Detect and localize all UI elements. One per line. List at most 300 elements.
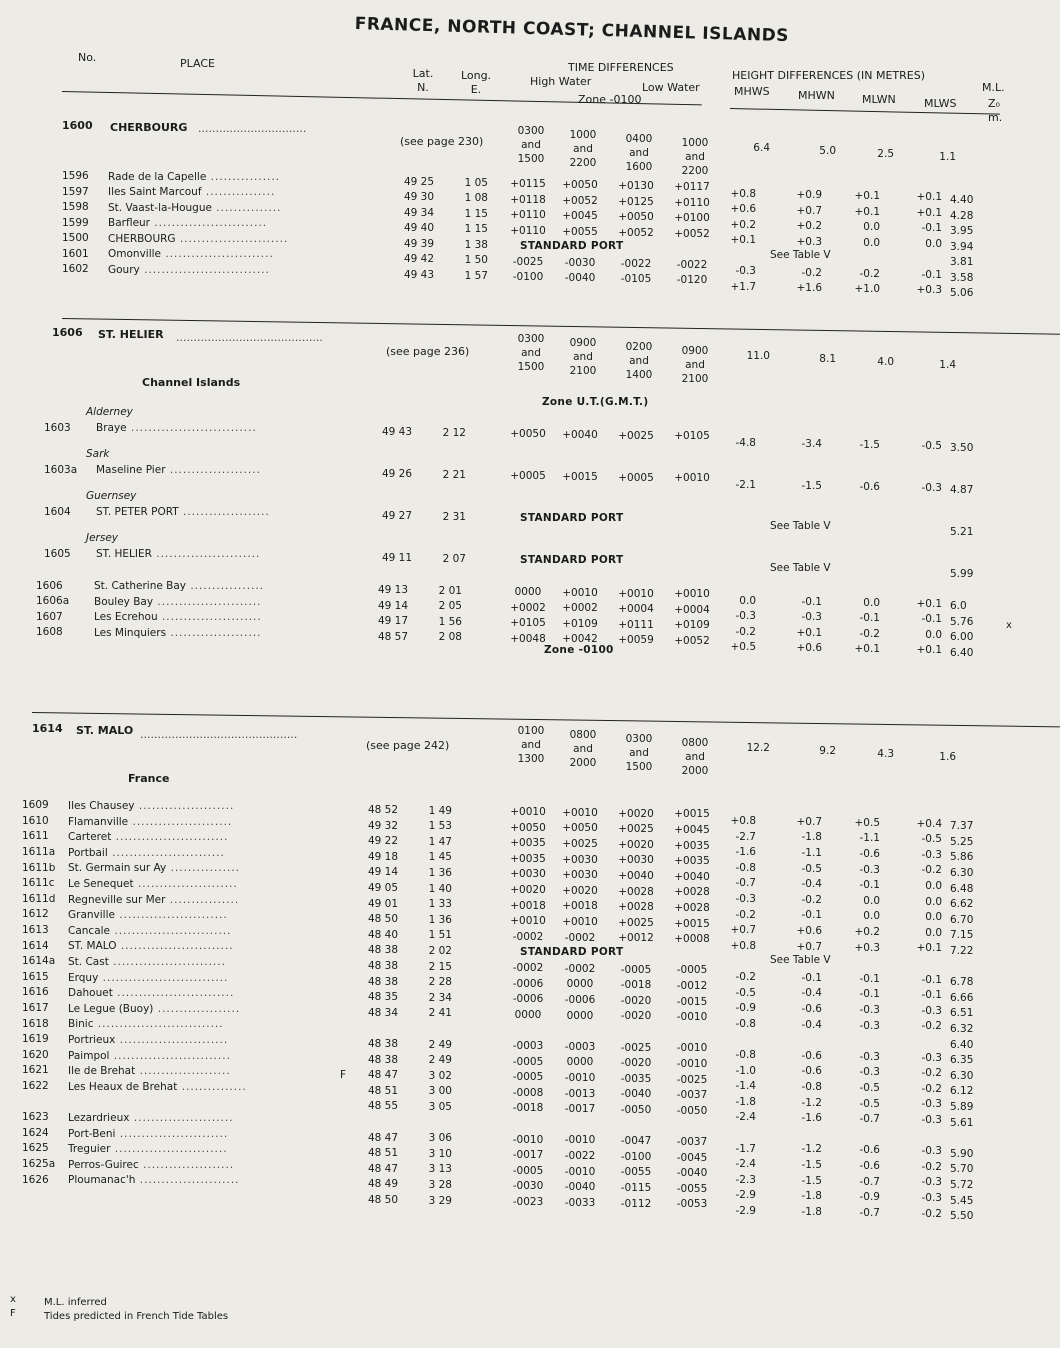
station-place-name: Goury (108, 263, 140, 276)
height-difference: 0.0 (739, 594, 756, 607)
mean-level: 7.15 (950, 929, 974, 942)
height-difference: -1.8 (801, 1190, 822, 1203)
std-time-block (670, 736, 720, 778)
time-difference: -0022 (564, 1149, 596, 1162)
time-difference: -0022 (620, 257, 652, 270)
height-difference: -0.2 (735, 970, 756, 983)
mean-level: 5.89 (950, 1101, 974, 1114)
time-difference: +0025 (618, 916, 654, 929)
mean-level: 5.72 (950, 1179, 974, 1192)
station-number: 1616 (22, 986, 49, 999)
header-low-water: Low Water (642, 81, 700, 94)
time-difference: -0002 (512, 962, 544, 975)
std-height-value: 12.2 (746, 742, 770, 754)
longitude: 2 31 (442, 510, 466, 523)
std-port-see: (see page 230) (400, 135, 484, 148)
station-number: 1612 (22, 908, 49, 921)
height-difference: -0.7 (859, 1175, 880, 1188)
station-place-name: Perros-Guirec (68, 1158, 139, 1171)
station-place-name: Flamanville (68, 815, 129, 828)
height-difference: -0.6 (801, 1049, 822, 1062)
longitude: 2 02 (428, 945, 452, 958)
height-difference: -2.3 (735, 1173, 756, 1186)
header-long: Long. (460, 69, 492, 82)
height-difference: 0.0 (863, 596, 880, 609)
height-difference: -1.5 (801, 1174, 822, 1187)
latitude: 49 26 (381, 468, 412, 481)
height-difference: -0.5 (801, 862, 822, 875)
mean-level: 4.40 (950, 194, 974, 207)
mean-level: 5.90 (950, 1147, 974, 1160)
std-port-name: ST. HELIER (98, 328, 164, 341)
time-difference: -0035 (620, 1072, 652, 1085)
time-difference: -0047 (620, 1135, 652, 1148)
header-z0: Z₀ (988, 97, 1000, 110)
station-place: St. Germain sur Ay ................ (68, 862, 240, 875)
height-difference: -1.5 (801, 479, 822, 492)
std-time-block (614, 340, 664, 382)
time-difference: -0015 (676, 995, 708, 1008)
time-difference: -0008 (512, 1086, 544, 1099)
mean-level: 6.66 (950, 991, 974, 1004)
time-difference: -0030 (512, 1180, 544, 1193)
height-difference: -0.3 (735, 265, 756, 278)
height-difference: -0.2 (801, 266, 822, 279)
height-difference: -0.2 (735, 625, 756, 638)
time-difference: 0000 (514, 1008, 542, 1021)
see-table-label: See Table V (770, 519, 831, 532)
time-difference: +0109 (674, 619, 710, 632)
latitude: 48 38 (367, 1053, 398, 1066)
header-rule-right (730, 108, 1000, 115)
std-time-line: 2100 (681, 373, 709, 385)
height-difference: -0.1 (921, 222, 942, 235)
station-place-name: Ploumanac'h (68, 1174, 136, 1187)
latitude: 48 52 (367, 803, 398, 816)
header-lat-n: N. (417, 81, 429, 94)
longitude: 2 49 (428, 1038, 452, 1051)
height-difference: +0.8 (730, 814, 756, 827)
latitude: 48 57 (377, 630, 408, 643)
height-difference: -0.1 (859, 988, 880, 1001)
station-number: 1603a (44, 463, 78, 476)
time-difference: -0040 (564, 1181, 596, 1194)
std-time-block (614, 732, 664, 774)
time-difference: -0023 (512, 1196, 544, 1209)
latitude: 49 13 (377, 584, 408, 597)
height-difference: -1.2 (801, 1143, 822, 1156)
latitude: 49 17 (377, 615, 408, 628)
std-time-line: 1600 (625, 161, 653, 173)
longitude: 2 34 (428, 991, 452, 1004)
station-number: 1613 (22, 924, 49, 937)
time-difference: +0105 (510, 617, 546, 630)
mean-level: 5.06 (950, 287, 974, 300)
std-time-block (506, 332, 556, 374)
std-time-block (558, 128, 608, 170)
station-number: 1623 (22, 1111, 49, 1124)
station-place: Le Legue (Buoy) ................... (68, 1002, 241, 1015)
station-place-name: St. Vaast-la-Hougue (108, 201, 212, 214)
time-difference: +0028 (674, 886, 710, 899)
std-height-value: 8.1 (819, 353, 836, 365)
mean-level: 6.62 (950, 898, 974, 911)
time-difference: -0010 (676, 1057, 708, 1070)
height-difference: -0.1 (921, 613, 942, 626)
latitude: 48 47 (367, 1069, 398, 1082)
table-row (0, 1110, 1060, 1124)
latitude: 49 11 (381, 552, 412, 565)
height-difference: +0.3 (796, 235, 822, 248)
time-difference: +0110 (510, 224, 546, 237)
latitude: 48 38 (367, 959, 398, 972)
mean-level: 3.94 (950, 240, 974, 253)
station-number: 1597 (62, 185, 89, 198)
longitude: 2 12 (442, 426, 466, 439)
standard-port-label: STANDARD PORT (520, 946, 624, 959)
longitude: 1 45 (428, 851, 452, 864)
mean-level: 6.0 (950, 600, 967, 613)
footnote-text: M.L. inferred (44, 1297, 107, 1308)
time-difference: -0105 (620, 273, 652, 286)
station-place: Maseline Pier ..................... (96, 464, 261, 477)
mean-level: 7.37 (950, 820, 974, 833)
height-difference: -1.8 (801, 831, 822, 844)
station-place: Iles Chausey ...................... (68, 799, 235, 812)
time-difference: -0045 (676, 1151, 708, 1164)
longitude: 2 41 (428, 1007, 452, 1020)
height-difference: +0.1 (854, 205, 880, 218)
station-place: ST. HELIER ........................ (96, 548, 261, 561)
station-number: 1618 (22, 1017, 49, 1030)
marginal-x: x (1006, 620, 1012, 631)
time-difference: +0020 (618, 807, 654, 820)
time-difference: -0003 (512, 1040, 544, 1053)
height-difference: +0.5 (854, 816, 880, 829)
time-difference: +0050 (510, 821, 546, 834)
longitude: 2 08 (438, 631, 462, 644)
station-place: Perros-Guirec ..................... (68, 1158, 235, 1171)
time-difference: +0111 (618, 618, 654, 631)
standard-port-label: STANDARD PORT (520, 240, 624, 253)
mean-level: 6.35 (950, 1054, 974, 1067)
time-difference: +0050 (618, 211, 654, 224)
time-difference: +0025 (618, 823, 654, 836)
std-time-line: and (521, 139, 541, 151)
station-place: ST. MALO .......................... (68, 940, 234, 953)
height-difference: -0.3 (921, 1113, 942, 1126)
latitude: 49 43 (381, 426, 412, 439)
time-difference: -0006 (564, 993, 596, 1006)
header-height-differences: HEIGHT DIFFERENCES (IN METRES) (732, 69, 926, 82)
height-difference: -0.5 (921, 439, 942, 452)
height-difference: -0.2 (921, 1020, 942, 1033)
time-difference: +0105 (674, 430, 710, 443)
station-place-name: Les Heaux de Brehat (68, 1080, 178, 1093)
station-place-name: St. Catherine Bay (94, 580, 186, 593)
time-difference: +0030 (618, 854, 654, 867)
station-place: Portrieux ......................... (68, 1033, 229, 1046)
station-place-name: ST. MALO (68, 940, 117, 953)
station-place-name: Le Senequet (68, 877, 134, 890)
height-difference: 0.0 (925, 926, 942, 939)
time-difference: -0005 (620, 963, 652, 976)
zone-ut-label: Zone U.T.(G.M.T.) (542, 396, 649, 408)
station-place-name: Cancale (68, 924, 111, 937)
time-difference: +0005 (510, 470, 546, 483)
std-time-line: 1500 (517, 153, 545, 165)
height-difference: -1.7 (735, 1142, 756, 1155)
latitude: 49 14 (377, 599, 408, 612)
time-difference: +0030 (510, 868, 546, 881)
station-number: 1606 (36, 579, 63, 592)
longitude: 3 02 (428, 1069, 452, 1082)
time-difference: -0033 (564, 1196, 596, 1209)
time-difference: -0017 (512, 1149, 544, 1162)
height-difference: +0.3 (854, 941, 880, 954)
latitude: 49 43 (403, 268, 434, 281)
station-place: Regneville sur Mer ................ (68, 893, 240, 906)
time-difference: -0050 (620, 1103, 652, 1116)
time-difference: +0045 (674, 823, 710, 836)
time-difference: +0050 (510, 428, 546, 441)
height-difference: -0.3 (801, 611, 822, 624)
mean-level: 5.99 (950, 568, 974, 581)
station-place: Iles Saint Marcouf ................ (108, 186, 276, 199)
height-difference: -2.1 (735, 478, 756, 491)
time-difference: -0055 (620, 1166, 652, 1179)
longitude: 1 40 (428, 882, 452, 895)
latitude: 48 50 (367, 913, 398, 926)
header-mlws: MLWS (924, 97, 957, 110)
mean-level: 6.48 (950, 882, 974, 895)
std-time-line: 1500 (625, 761, 653, 773)
std-time-line: 2200 (681, 165, 709, 177)
longitude: 1 15 (464, 207, 488, 220)
longitude: 1 57 (464, 269, 488, 282)
height-difference: -1.6 (801, 1112, 822, 1125)
std-time-line: and (521, 347, 541, 359)
longitude: 1 49 (428, 804, 452, 817)
station-place-name: Treguier (68, 1143, 111, 1156)
longitude: 3 10 (428, 1147, 452, 1160)
mean-level: 5.21 (950, 526, 974, 539)
station-place: Les Minquiers ..................... (94, 626, 262, 639)
std-time-block (670, 344, 720, 386)
longitude: 1 33 (428, 898, 452, 911)
time-difference: +0002 (562, 602, 598, 615)
table-row (0, 546, 1060, 581)
longitude: 1 15 (464, 223, 488, 236)
time-difference: -0100 (512, 271, 544, 284)
standard-port-label: STANDARD PORT (520, 554, 624, 567)
time-difference: +0005 (618, 471, 654, 484)
std-time-line: and (629, 147, 649, 159)
longitude: 2 21 (442, 468, 466, 481)
mean-level: 6.00 (950, 631, 974, 644)
station-place: Rade de la Capelle ................ (108, 170, 281, 183)
height-difference: +0.5 (730, 641, 756, 654)
mean-level: 5.45 (950, 1194, 974, 1207)
std-time-line: 2000 (681, 765, 709, 777)
header-lat: Lat. (412, 67, 434, 80)
station-place-name: Les Ecrehou (94, 611, 158, 624)
std-time-line: 0200 (625, 341, 653, 353)
time-difference: +0020 (618, 838, 654, 851)
time-difference: -0025 (620, 1041, 652, 1054)
height-difference: -0.6 (859, 847, 880, 860)
std-time-line: 0100 (517, 725, 545, 737)
station-number: 1611a (22, 846, 56, 859)
time-difference: +0015 (674, 808, 710, 821)
height-difference: -2.4 (735, 1158, 756, 1171)
station-place: Bouley Bay ........................ (94, 595, 262, 608)
height-difference: -0.3 (921, 1145, 942, 1158)
height-difference: -0.3 (859, 1003, 880, 1016)
station-place: St. Cast .......................... (68, 955, 226, 968)
time-difference: -0013 (564, 1087, 596, 1100)
time-difference: +0035 (674, 855, 710, 868)
station-number: 1610 (22, 814, 49, 827)
station-place-name: Rade de la Capelle (108, 170, 207, 183)
height-difference: +0.6 (730, 203, 756, 216)
latitude: 49 18 (367, 850, 398, 863)
station-place-name: Granville (68, 909, 115, 922)
time-difference: +0018 (562, 900, 598, 913)
std-height-value: 4.3 (877, 748, 894, 760)
station-number: 1611c (22, 877, 55, 890)
time-difference: +0020 (510, 884, 546, 897)
height-difference: 0.0 (863, 221, 880, 234)
mean-level: 5.76 (950, 615, 974, 628)
time-difference: +0004 (618, 603, 654, 616)
height-difference: 0.0 (925, 628, 942, 641)
height-difference: -0.3 (859, 1066, 880, 1079)
station-place: Treguier .......................... (68, 1143, 228, 1156)
height-difference: -0.2 (921, 1082, 942, 1095)
longitude: 2 15 (428, 960, 452, 973)
height-difference: -0.7 (735, 877, 756, 890)
height-difference: -0.8 (735, 1017, 756, 1030)
station-place-name: Iles Chausey (68, 799, 135, 812)
mean-level: 5.25 (950, 835, 974, 848)
latitude: 48 47 (367, 1131, 398, 1144)
time-difference: +0118 (510, 193, 546, 206)
height-difference: +0.1 (730, 234, 756, 247)
time-difference: +0010 (510, 915, 546, 928)
height-difference: 0.0 (863, 894, 880, 907)
station-number: 1598 (62, 201, 89, 214)
station-number: 1621 (22, 1064, 49, 1077)
time-difference: -0002 (564, 931, 596, 944)
height-difference: -0.3 (921, 1098, 942, 1111)
height-difference: -0.1 (921, 989, 942, 1002)
station-place: ST. PETER PORT .................... (96, 506, 270, 519)
mean-level: 6.40 (950, 646, 974, 659)
time-difference: +0002 (510, 601, 546, 614)
mean-level: 3.95 (950, 225, 974, 238)
height-difference: -0.2 (921, 864, 942, 877)
latitude: 49 30 (403, 191, 434, 204)
station-number: 1625a (22, 1158, 56, 1171)
time-difference: +0052 (674, 227, 710, 240)
station-place: Omonville ......................... (108, 248, 274, 261)
height-difference: +0.4 (916, 817, 942, 830)
longitude: 1 50 (464, 254, 488, 267)
station-number: 1611 (22, 830, 49, 843)
time-difference: -0010 (564, 1165, 596, 1178)
std-time-line: and (521, 739, 541, 751)
latitude: 48 55 (367, 1100, 398, 1113)
island-label: Jersey (86, 532, 119, 544)
height-difference: -1.4 (735, 1080, 756, 1093)
height-difference: -0.8 (801, 1081, 822, 1094)
mean-level: 6.51 (950, 1007, 974, 1020)
time-difference: -0010 (676, 1011, 708, 1024)
station-place-name: Le Legue (Buoy) (68, 1002, 154, 1015)
height-difference: -0.1 (859, 879, 880, 892)
station-place: Ploumanac'h ....................... (68, 1174, 240, 1187)
longitude: 3 28 (428, 1179, 452, 1192)
std-time-line: 0400 (625, 133, 653, 145)
time-difference: -0010 (564, 1071, 596, 1084)
station-place-name: Les Minquiers (94, 626, 167, 639)
station-place: CHERBOURG ......................... (108, 232, 289, 245)
time-difference: +0110 (674, 196, 710, 209)
height-difference: -0.2 (921, 1207, 942, 1220)
station-number: 1611b (22, 861, 56, 874)
station-place-name: Lezardrieux (68, 1111, 130, 1124)
time-difference: -0037 (676, 1135, 708, 1148)
latitude: 49 32 (367, 819, 398, 832)
station-number: 1601 (62, 247, 89, 260)
latitude: 48 50 (367, 1193, 398, 1206)
std-time-line: and (685, 151, 705, 163)
height-difference: +0.7 (730, 924, 756, 937)
time-difference: +0028 (674, 901, 710, 914)
time-difference: -0002 (564, 962, 596, 975)
station-place-name: Dahouet (68, 987, 113, 1000)
height-difference: +0.8 (730, 187, 756, 200)
height-difference: +0.1 (916, 191, 942, 204)
height-difference: -0.1 (921, 973, 942, 986)
station-number: 1604 (44, 505, 71, 518)
height-difference: -0.1 (801, 971, 822, 984)
station-number: 1622 (22, 1080, 49, 1093)
std-height-value: 4.0 (877, 356, 894, 368)
height-difference: -0.3 (921, 1191, 942, 1204)
station-number: 1611d (22, 892, 56, 905)
height-difference: -0.4 (801, 1018, 822, 1031)
longitude: 3 29 (428, 1194, 452, 1207)
station-number: 1599 (62, 216, 89, 229)
height-difference: -0.1 (859, 972, 880, 985)
height-difference: -0.3 (859, 1050, 880, 1063)
time-difference: +0040 (562, 428, 598, 441)
time-difference: -0020 (620, 994, 652, 1007)
time-difference: +0028 (618, 901, 654, 914)
mean-level: 3.58 (950, 271, 974, 284)
latitude: 48 35 (367, 991, 398, 1004)
height-difference: +0.8 (730, 939, 756, 952)
header-ml: M.L. (982, 81, 1005, 94)
height-difference: -0.7 (859, 1206, 880, 1219)
station-place: Cancale ........................... (68, 924, 232, 937)
time-difference: -0030 (564, 256, 596, 269)
station-place-name: Omonville (108, 248, 161, 261)
time-difference: +0020 (562, 884, 598, 897)
time-difference: +0040 (674, 870, 710, 883)
